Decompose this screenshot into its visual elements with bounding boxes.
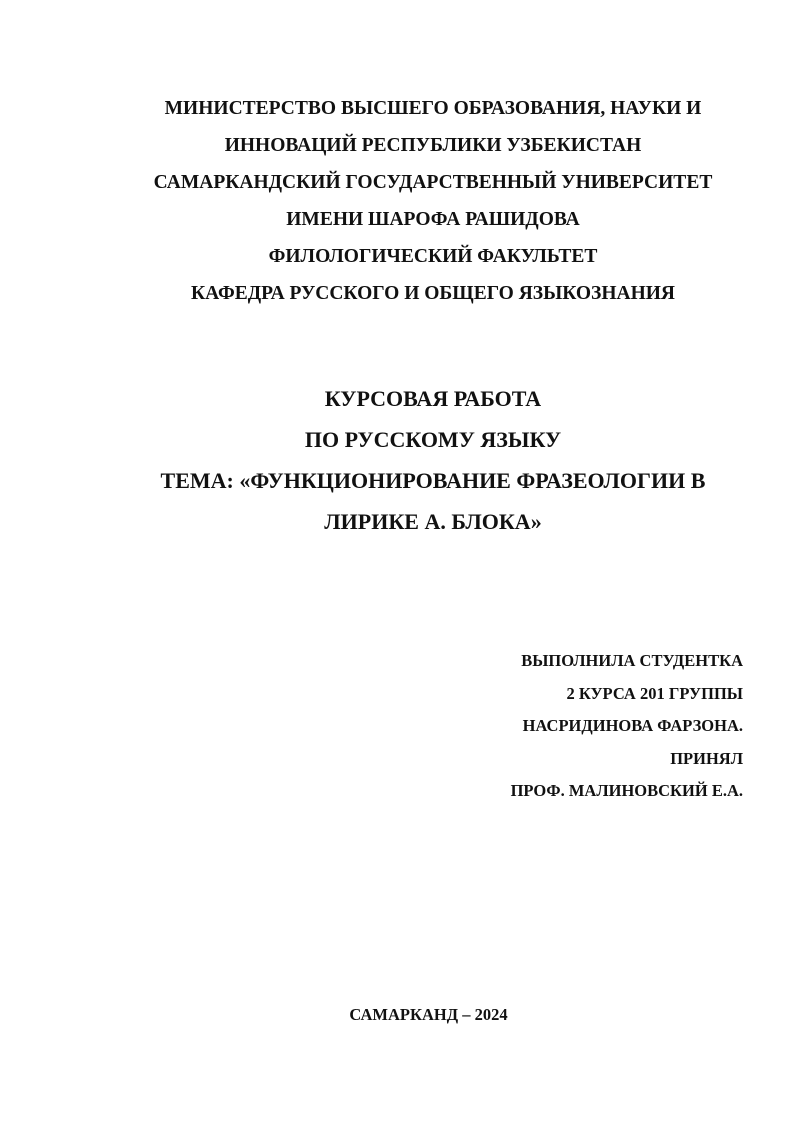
institution-header bbox=[0, 90, 800, 312]
work-title bbox=[0, 378, 800, 542]
work-topic-line-1: ТЕМА: «ФУНКЦИОНИРОВАНИЕ ФРАЗЕОЛОГИИ В bbox=[160, 468, 706, 493]
supervisor-name: ПРОФ. МАЛИНОВСКИЙ Е.А. bbox=[510, 781, 743, 800]
ministry-line-1: МИНИСТЕРСТВО ВЫСШЕГО ОБРАЗОВАНИЯ, НАУКИ И bbox=[164, 98, 702, 119]
city-year-footer bbox=[0, 1000, 800, 1030]
author-info bbox=[511, 645, 743, 808]
department-line: КАФЕДРА РУССКОГО И ОБЩЕГО ЯЗЫКОЗНАНИЯ bbox=[190, 283, 675, 304]
university-line-2: ИМЕНИ ШАРОФА РАШИДОВА bbox=[286, 209, 580, 230]
faculty-line: ФИЛОЛОГИЧЕСКИЙ ФАКУЛЬТЕТ bbox=[268, 246, 598, 267]
student-name: НАСРИДИНОВА ФАРЗОНА. bbox=[522, 716, 743, 735]
ministry-line-2: ИННОВАЦИЙ РЕСПУБЛИКИ УЗБЕКИСТАН bbox=[224, 135, 642, 156]
work-topic-line-2: ЛИРИКЕ А. БЛОКА» bbox=[324, 509, 542, 534]
university-line-1: САМАРКАНДСКИЙ ГОСУДАРСТВЕННЫЙ УНИВЕРСИТЕТ bbox=[153, 172, 713, 193]
performed-by-label: ВЫПОЛНИЛА СТУДЕНТКА bbox=[521, 651, 743, 670]
city-year: САМАРКАНД – 2024 bbox=[349, 1005, 508, 1024]
work-subject: ПО РУССКОМУ ЯЗЫКУ bbox=[304, 427, 562, 452]
accepted-by-label: ПРИНЯЛ bbox=[670, 748, 743, 768]
student-course-group: 2 КУРСА 201 ГРУППЫ bbox=[566, 683, 743, 703]
work-type: КУРСОВАЯ РАБОТА bbox=[324, 386, 542, 411]
